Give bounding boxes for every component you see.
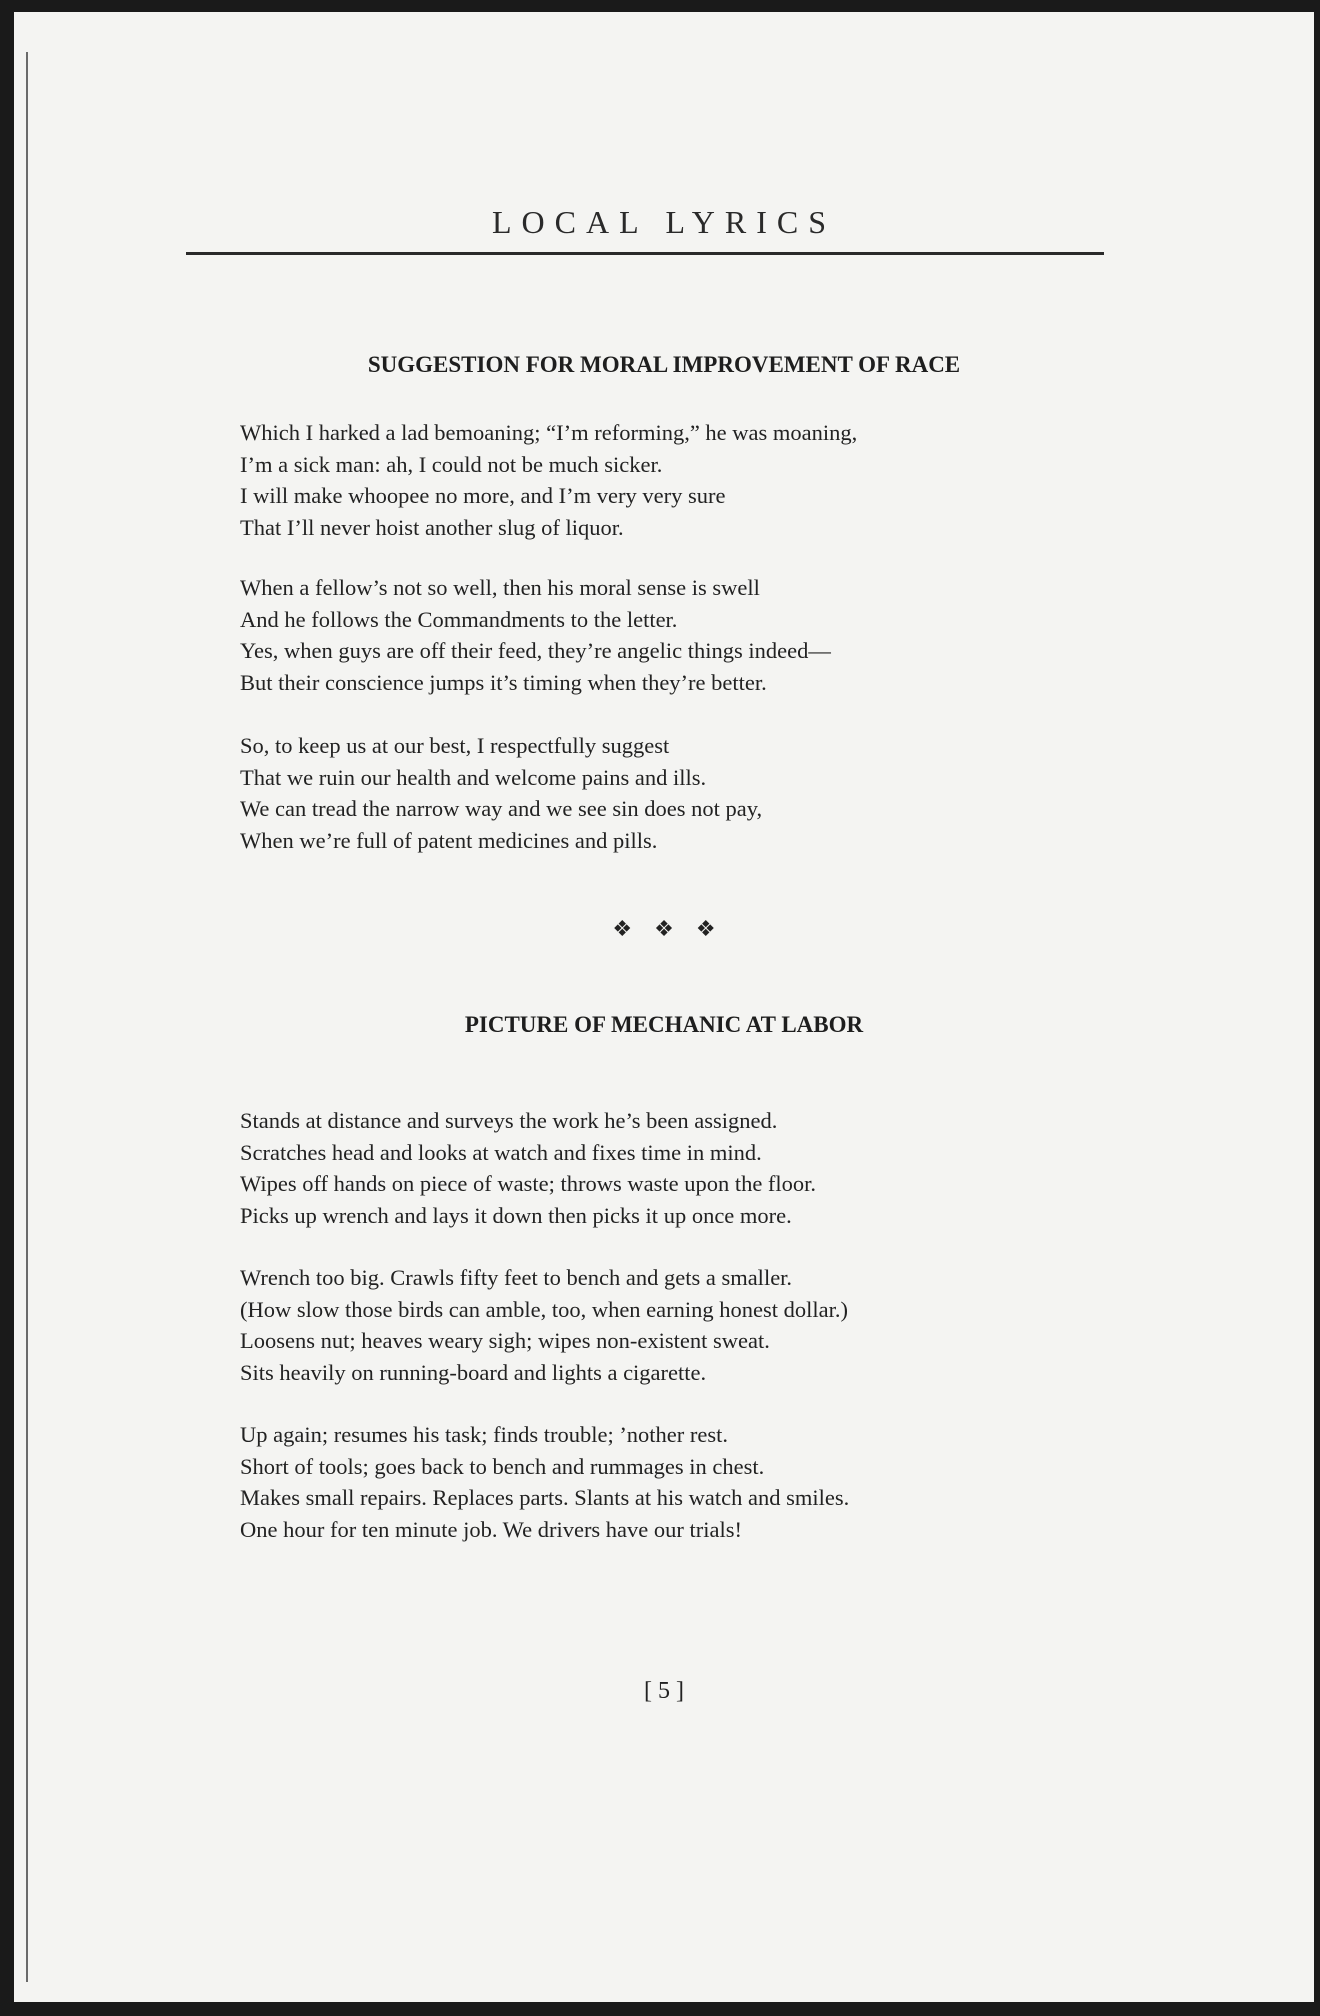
verse-line: Wrench too big. Crawls fifty feet to bench and gets a smaller. (240, 1265, 793, 1290)
verse-line: Up again; resumes his task; finds trouble; ’nother rest. (240, 1422, 729, 1447)
verse-line: (How slow those birds can amble, too, when earning honest dollar.) (240, 1296, 848, 1322)
verse-line: Scratches head and looks at watch and fixes time in mind. (240, 1139, 762, 1165)
verse-line: Loosens nut; heaves weary sigh; wipes non-existent sweat. (240, 1328, 770, 1353)
verse-line: Yes, when guys are off their feed, they’re angelic things indeed— (240, 638, 831, 663)
poem-title: SUGGESTION FOR MORAL IMPROVEMENT OF RACE (367, 352, 961, 377)
verse-line: When we’re full of patent medicines and pills. (240, 827, 658, 853)
verse-line: Stands at distance and surveys the work he’s been assigned. (240, 1108, 778, 1133)
stanza (240, 1419, 1140, 1545)
verse-line: We can tread the narrow way and we see sin does not pay, (240, 796, 763, 821)
verse-line: Short of tools; goes back to bench and rummages in chest. (240, 1453, 765, 1479)
verse-line: Picks up wrench and lays it down then picks it up once more. (240, 1202, 792, 1228)
verse-line: But their conscience jumps it’s timing when they’re better. (240, 669, 767, 695)
verse-line: And he follows the Commandments to the letter. (240, 606, 678, 632)
stanza (240, 730, 1140, 856)
verse-line: One hour for ten minute job. We drivers have our trials! (240, 1516, 743, 1542)
stanza (240, 572, 1140, 698)
running-head: LOCAL LYRICS (491, 204, 837, 240)
verse-line: When a fellow’s not so well, then his moral sense is swell (240, 575, 760, 600)
verse-line: That I’ll never hoist another slug of liquor. (240, 514, 624, 540)
book-page (14, 12, 1314, 2002)
header-rule (186, 252, 1104, 255)
page-number: [ 5 ] (644, 1678, 684, 1704)
poem-title: PICTURE OF MECHANIC AT LABOR (464, 1012, 864, 1037)
verse-line: That we ruin our health and welcome pains and ills. (240, 764, 707, 790)
stanza (240, 417, 1140, 543)
verse-line: Makes small repairs. Replaces parts. Slants at his watch and smiles. (240, 1485, 850, 1510)
section-ornament: ❖❖❖ (612, 917, 738, 942)
verse-line: So, to keep us at our best, I respectfully suggest (240, 733, 670, 758)
verse-line: I will make whoopee no more, and I’m very very sure (240, 483, 726, 508)
verse-line: I’m a sick man: ah, I could not be much sicker. (240, 451, 663, 477)
verse-line: Sits heavily on running-board and lights a cigarette. (240, 1359, 707, 1385)
stanza (240, 1262, 1140, 1388)
verse-line: Which I harked a lad bemoaning; “I’m reforming,” he was moaning, (240, 420, 858, 445)
stanza (240, 1105, 1140, 1231)
verse-line: Wipes off hands on piece of waste; throws waste upon the floor. (240, 1171, 817, 1196)
